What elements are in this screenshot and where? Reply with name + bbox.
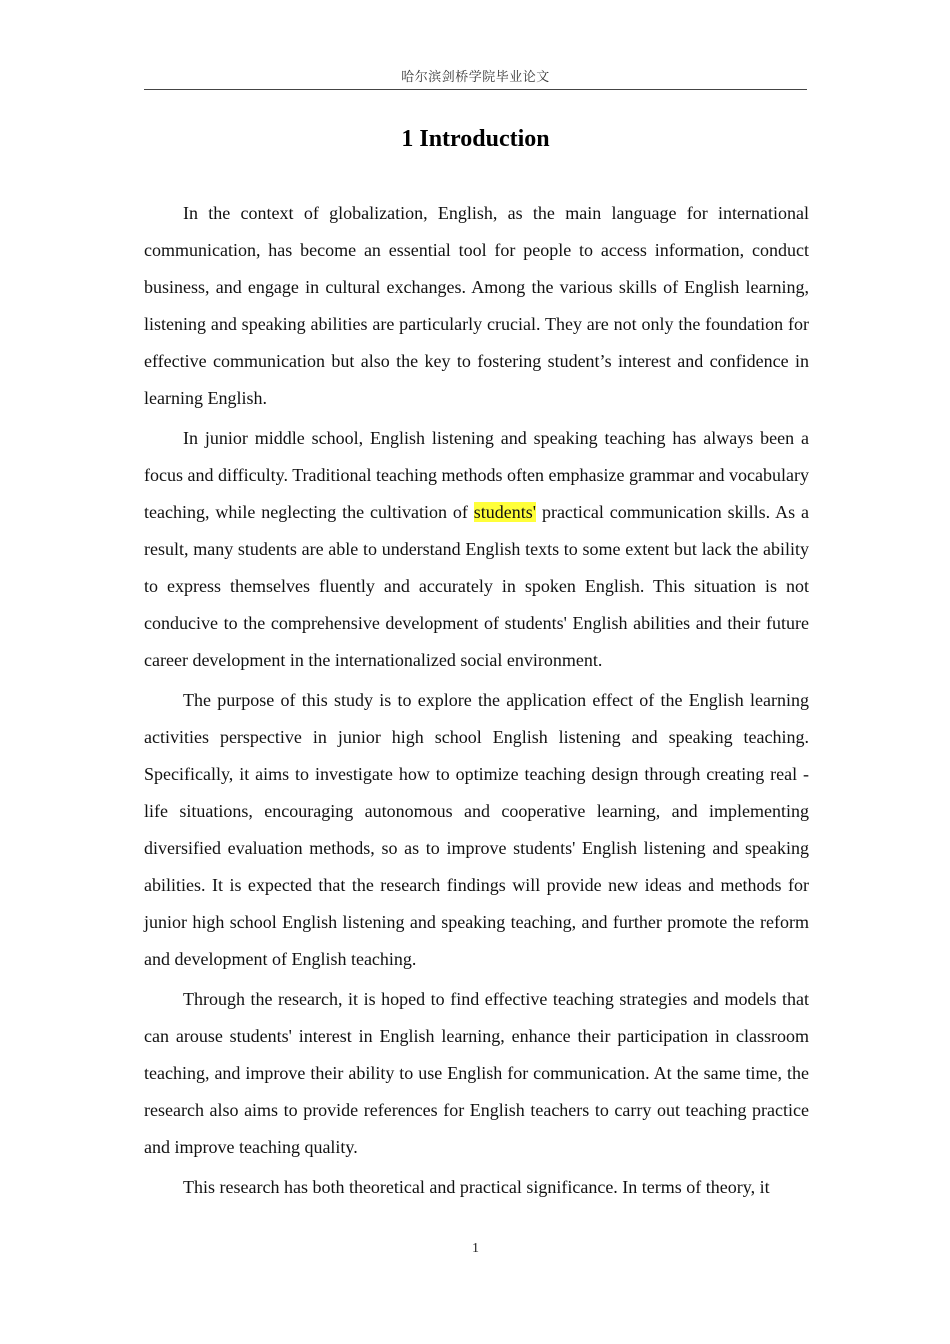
- paragraph-2-after: practical communication skills. As a result, many students are able to understand English texts to some extent but lack the ability to express themselves fluently and accurately in spoken English. This situation is not conducive to the comprehensive development of students' English abilities and their future career development in the internationalized social environment.: [144, 502, 809, 670]
- body-text: [144, 195, 809, 1209]
- paragraph-2-before: In junior middle school, English listening and speaking teaching has always been a focus and difficulty. Traditional teaching methods often emphasize grammar and vocabulary teaching, while neglecting the cultivation of: [144, 428, 809, 522]
- page-header: 哈尔滨剑桥学院毕业论文: [401, 70, 550, 85]
- header-rule: [144, 89, 807, 90]
- paragraph-5: This research has both theoretical and practical significance. In terms of theory, it: [183, 1177, 770, 1197]
- paragraph-4: Through the research, it is hoped to find effective teaching strategies and models that can arouse students' interest in English learning, enhance their participation in classroom teaching, and improve their ability to use English for communication. At the same time, the research also aims to provide references for English teachers to carry out teaching practice and improve teaching quality.: [144, 989, 809, 1157]
- highlighted-word: students': [473, 502, 537, 522]
- paragraph-2: [144, 420, 809, 679]
- page-number: 1: [472, 1241, 479, 1256]
- paragraph-1: In the context of globalization, English, as the main language for international communication, has become an essential tool for people to access information, conduct business, and engage in cultural exchanges. Among the various skills of English learning, listening and speaking abilities are particularly crucial. They are not only the foundation for effective communication but also the key to fostering student’s interest and confidence in learning English.: [144, 203, 809, 408]
- paragraph-3: The purpose of this study is to explore the application effect of the English learning activities perspective in junior high school English listening and speaking teaching. Specifically, it aims to investigate how to optimize teaching design through creating real - life situations, encouraging autonomous and cooperative learning, and implementing diversified evaluation methods, so as to improve students' English listening and speaking abilities. It is expected that the research findings will provide new ideas and methods for junior high school English listening and speaking teaching, and further promote the reform and development of English teaching.: [144, 690, 809, 969]
- chapter-title: 1 Introduction: [401, 126, 550, 152]
